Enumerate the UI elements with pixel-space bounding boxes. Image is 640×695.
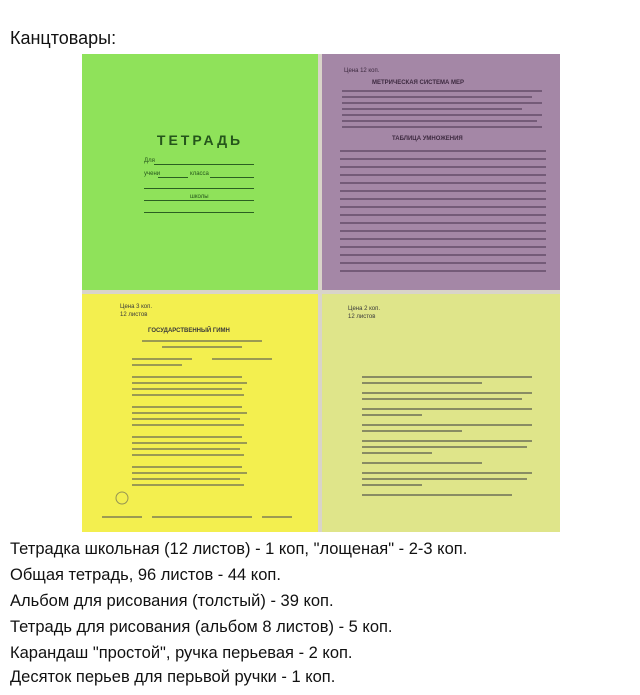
notebook-line <box>210 177 254 178</box>
purple-header: МЕТРИЧЕСКАЯ СИСТЕМА МЕР <box>372 80 465 86</box>
purple-price: Цена 12 коп. <box>344 68 380 74</box>
caption-line-1: Тетрадка школьная (12 листов) - 1 коп, "лощеная" - 2-3 коп. <box>10 540 468 558</box>
yellow-text-pattern <box>82 294 318 532</box>
page-heading: Канцтовары: <box>10 28 117 48</box>
yellow-pages: 12 листов <box>120 312 148 318</box>
caption-line-3: Альбом для рисования (толстый) - 39 коп. <box>10 592 334 610</box>
green-notebook-cover <box>82 54 318 290</box>
purple-text-pattern <box>322 54 560 290</box>
yellow-price: Цена 3 коп. <box>120 304 153 310</box>
pale-text-pattern <box>322 294 560 532</box>
notebook-label-student: учени <box>144 171 161 177</box>
notebook-label-for: Для <box>144 158 155 164</box>
anthem-header: ГОСУДАРСТВЕННЫЙ ГИМН <box>148 328 230 334</box>
pale-pages: 12 листов <box>348 314 376 320</box>
notebook-line <box>144 212 254 213</box>
yellow-notebook-back <box>82 294 318 532</box>
notebook-label-school: школы <box>190 194 209 200</box>
caption-line-2: Общая тетрадь, 96 листов - 44 коп. <box>10 566 281 584</box>
notebook-line <box>144 200 254 201</box>
caption-line-6: Десяток перьев для перьвой ручки - 1 коп. <box>10 668 336 686</box>
pale-notebook-back <box>322 294 560 532</box>
purple-notebook-back <box>322 54 560 290</box>
photo-collage <box>82 54 560 532</box>
notebook-line <box>144 188 254 189</box>
notebook-title: ТЕТРАДЬ <box>156 132 244 148</box>
notebook-label-class: класса <box>190 171 209 177</box>
multiplication-table-title: ТАБЛИЦА УМНОЖЕНИЯ <box>392 136 463 142</box>
notebook-line <box>158 177 188 178</box>
caption-line-4: Тетрадь для рисования (альбом 8 листов) - 5 коп. <box>10 618 393 636</box>
caption-line-5: Карандаш "простой", ручка перьевая - 2 коп. <box>10 644 353 662</box>
pale-price: Цена 2 коп. <box>348 306 381 312</box>
notebook-line <box>154 164 254 165</box>
